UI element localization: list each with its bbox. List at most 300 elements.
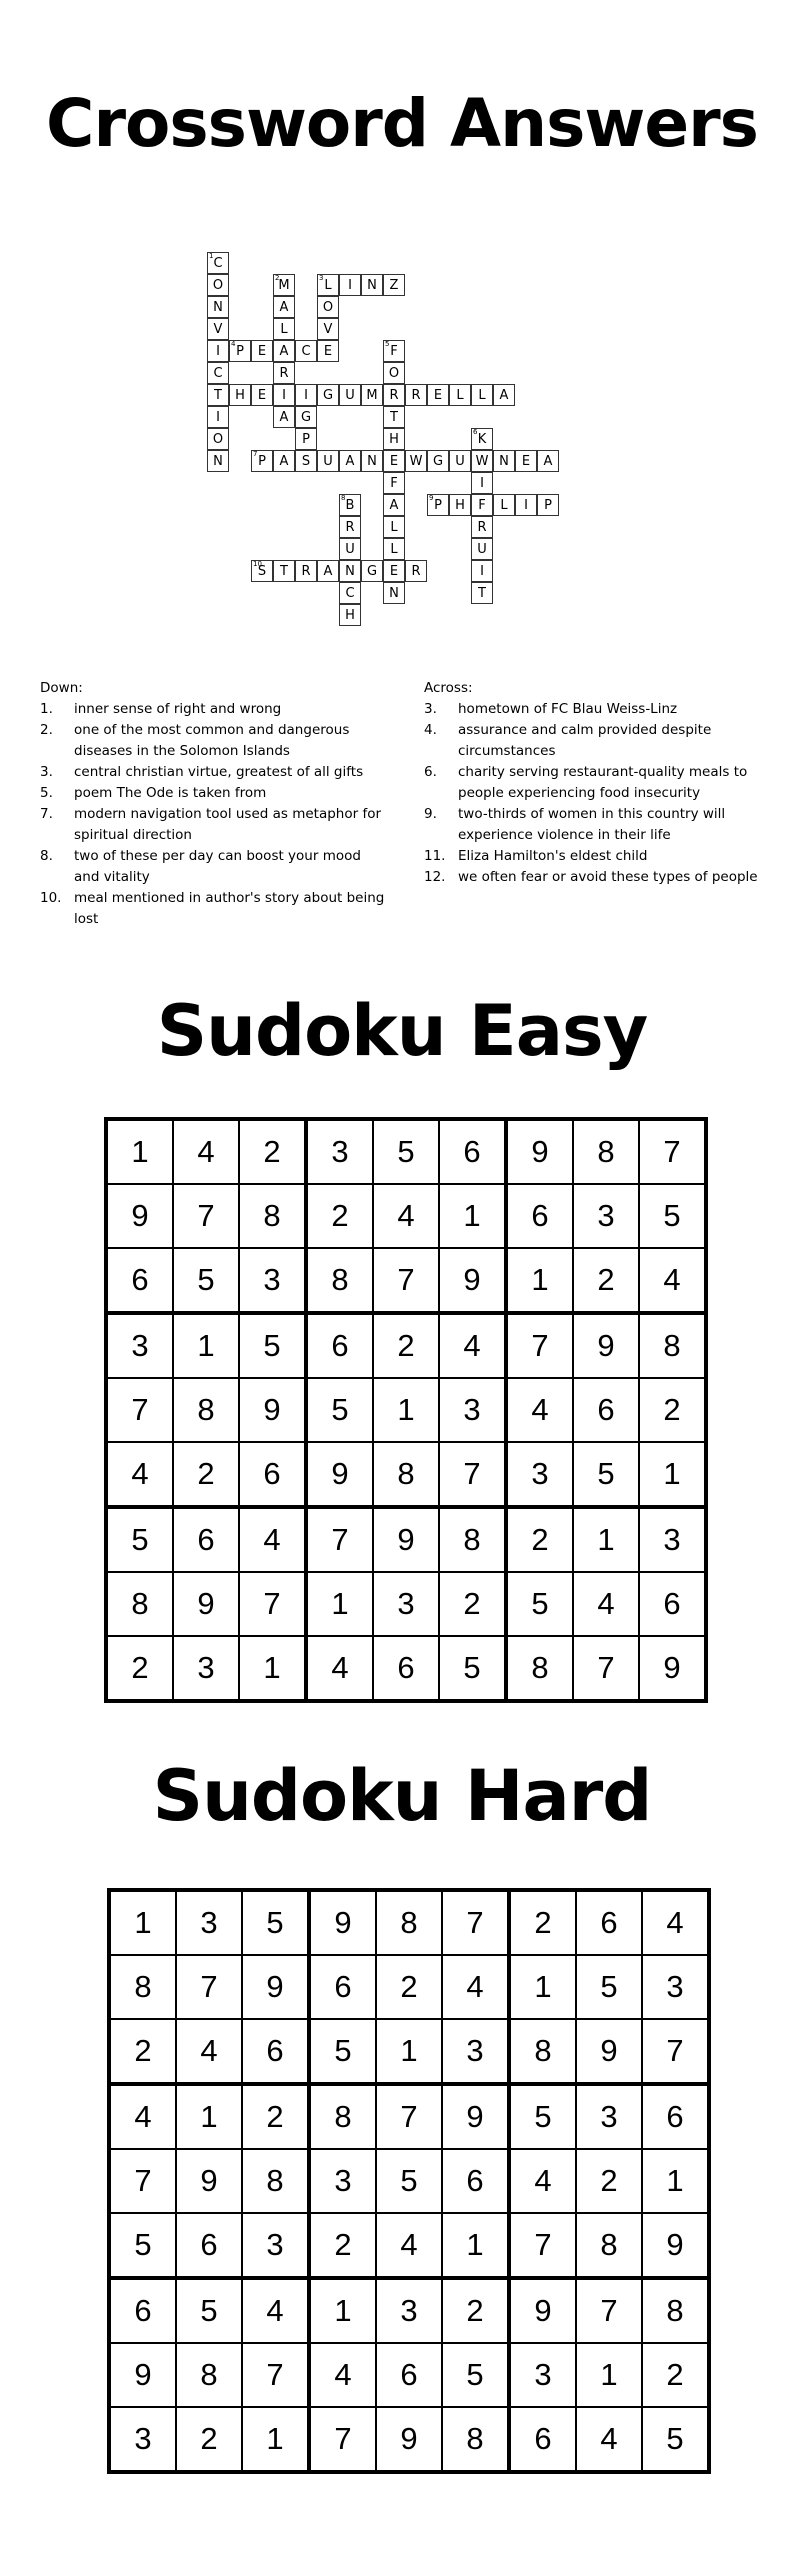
- crossword-letter: F: [390, 343, 398, 359]
- crossword-letter: V: [213, 321, 223, 337]
- sudoku-cell: 6: [306, 1313, 373, 1378]
- crossword-cell: [273, 450, 295, 472]
- clue-number: 5.: [40, 785, 53, 801]
- clue-text: central christian virtue, greatest of all gifts: [74, 764, 364, 780]
- sudoku-cell: 7: [373, 1248, 439, 1313]
- sudoku-cell: 6: [242, 2019, 309, 2084]
- crossword-cell: [339, 560, 361, 582]
- sudoku-cell: 4: [106, 1442, 173, 1507]
- sudoku-easy-title: Sudoku Easy: [156, 990, 648, 1072]
- clue-text: assurance and calm provided despite circumstances: [458, 722, 712, 759]
- crossword-cell: [383, 428, 405, 450]
- sudoku-cell: 9: [242, 1955, 309, 2019]
- sudoku-cell: 7: [506, 1313, 573, 1378]
- clue-number: 1.: [40, 701, 53, 717]
- crossword-letter: E: [389, 563, 399, 579]
- sudoku-cell: 6: [439, 1119, 506, 1184]
- crossword-letter: Z: [389, 277, 399, 293]
- crossword-letter: P: [434, 497, 442, 513]
- down-clue: [40, 846, 390, 888]
- crossword-letter: A: [499, 387, 509, 403]
- crossword-cell: [207, 362, 229, 384]
- sudoku-cell: 2: [439, 1572, 506, 1636]
- crossword-letter: L: [500, 497, 508, 513]
- crossword-cell: [449, 494, 471, 516]
- down-clue: [40, 762, 390, 783]
- across-clue: [424, 720, 794, 762]
- sudoku-cell: 6: [173, 1507, 239, 1572]
- sudoku-cell: 2: [173, 1442, 239, 1507]
- sudoku-cell: 2: [106, 1636, 173, 1701]
- crossword-letter: A: [279, 343, 289, 359]
- sudoku-cell: 1: [309, 2278, 376, 2343]
- clue-number: 2.: [40, 722, 53, 738]
- crossword-letter: I: [480, 563, 484, 579]
- clue-number: 6.: [424, 764, 437, 780]
- crossword-cell: [317, 318, 339, 340]
- sudoku-cell: 3: [439, 1378, 506, 1442]
- crossword-cell: [207, 340, 229, 362]
- crossword-letter: I: [282, 387, 286, 403]
- crossword-letter: I: [348, 277, 352, 293]
- crossword-cell: [317, 560, 339, 582]
- crossword-cell: [471, 428, 493, 450]
- crossword-cell: [339, 604, 361, 626]
- crossword-cell: [317, 296, 339, 318]
- crossword-cell: [427, 450, 449, 472]
- sudoku-cell: 7: [576, 2278, 642, 2343]
- crossword-clue-number: 6: [473, 428, 478, 436]
- sudoku-easy-grid: [104, 1117, 708, 1703]
- sudoku-cell: 4: [442, 1955, 509, 2019]
- crossword-letter: W: [475, 453, 489, 469]
- sudoku-cell: 6: [309, 1955, 376, 2019]
- crossword-letter: N: [213, 453, 223, 469]
- sudoku-cell: 1: [106, 1119, 173, 1184]
- sudoku-row: [106, 1442, 706, 1507]
- crossword-cell: [229, 340, 251, 362]
- crossword-clue-number: 3: [319, 274, 324, 282]
- crossword-cell: [273, 406, 295, 428]
- sudoku-cell: 1: [176, 2084, 242, 2149]
- crossword-cell: [251, 450, 273, 472]
- clue-text: poem The Ode is taken from: [74, 785, 267, 801]
- crossword-letter: N: [389, 585, 399, 601]
- sudoku-cell: 4: [176, 2019, 242, 2084]
- crossword-cell: [471, 494, 493, 516]
- crossword-cell: [471, 450, 493, 472]
- sudoku-cell: 7: [639, 1119, 706, 1184]
- clue-text: inner sense of right and wrong: [74, 701, 282, 717]
- sudoku-cell: 3: [376, 2278, 442, 2343]
- crossword-letter: O: [322, 299, 334, 315]
- sudoku-cell: 2: [109, 2019, 176, 2084]
- crossword-cell: [515, 494, 537, 516]
- crossword-letter: L: [280, 321, 288, 337]
- clue-number: 12.: [424, 869, 446, 885]
- crossword-letter: O: [388, 365, 400, 381]
- sudoku-cell: 9: [306, 1442, 373, 1507]
- crossword-cell: [361, 384, 383, 406]
- crossword-letter: G: [432, 453, 444, 469]
- crossword-letter: C: [301, 343, 311, 359]
- sudoku-cell: 7: [439, 1442, 506, 1507]
- crossword-cell: [273, 362, 295, 384]
- crossword-letter: T: [478, 585, 486, 601]
- sudoku-cell: 6: [176, 2213, 242, 2278]
- sudoku-cell: 8: [439, 1507, 506, 1572]
- clue-text: hometown of FC Blau Weiss-Linz: [458, 701, 678, 717]
- crossword-cell: [339, 582, 361, 604]
- sudoku-cell: 5: [239, 1313, 306, 1378]
- crossword-cell: [537, 494, 559, 516]
- sudoku-row: [106, 1119, 706, 1184]
- sudoku-row: [106, 1313, 706, 1378]
- sudoku-cell: 9: [442, 2084, 509, 2149]
- sudoku-cell: 4: [109, 2084, 176, 2149]
- crossword-title: Crossword Answers: [46, 85, 758, 162]
- crossword-letter: L: [478, 387, 486, 403]
- crossword-cell: [273, 318, 295, 340]
- sudoku-cell: 5: [109, 2213, 176, 2278]
- crossword-letter: E: [257, 343, 267, 359]
- crossword-letter: R: [279, 365, 289, 381]
- crossword-cell: [207, 274, 229, 296]
- sudoku-cell: 2: [639, 1378, 706, 1442]
- crossword-cell: [339, 538, 361, 560]
- sudoku-cell: 4: [173, 1119, 239, 1184]
- crossword-cell: [383, 340, 405, 362]
- crossword-cell: [273, 340, 295, 362]
- crossword-cell: [207, 296, 229, 318]
- down-clue: [40, 783, 390, 804]
- crossword-letter: N: [499, 453, 509, 469]
- crossword-clue-number: 8: [341, 494, 346, 502]
- crossword-cell: [361, 450, 383, 472]
- sudoku-cell: 8: [239, 1184, 306, 1248]
- crossword-letter: F: [390, 475, 398, 491]
- crossword-cell: [427, 494, 449, 516]
- sudoku-cell: 4: [242, 2278, 309, 2343]
- crossword-letter: V: [323, 321, 333, 337]
- crossword-letter: P: [236, 343, 244, 359]
- sudoku-cell: 2: [306, 1184, 373, 1248]
- crossword-letter: R: [411, 387, 421, 403]
- sudoku-cell: 3: [642, 1955, 709, 2019]
- sudoku-cell: 3: [506, 1442, 573, 1507]
- sudoku-cell: 6: [442, 2149, 509, 2213]
- sudoku-cell: 9: [176, 2149, 242, 2213]
- sudoku-hard-title: Sudoku Hard: [152, 1755, 652, 1837]
- crossword-cell: [361, 274, 383, 296]
- crossword-cell: [383, 274, 405, 296]
- clue-text: two-thirds of women in this country will experience violence in their life: [458, 806, 726, 843]
- sudoku-row: [109, 2213, 709, 2278]
- crossword-letter: U: [323, 453, 333, 469]
- sudoku-cell: 8: [442, 2407, 509, 2472]
- sudoku-cell: 6: [573, 1378, 639, 1442]
- across-clue: [424, 699, 794, 720]
- sudoku-cell: 2: [573, 1248, 639, 1313]
- crossword-letter: A: [323, 563, 333, 579]
- sudoku-row: [106, 1248, 706, 1313]
- sudoku-cell: 5: [576, 1955, 642, 2019]
- sudoku-cell: 8: [639, 1313, 706, 1378]
- crossword-cell: [383, 516, 405, 538]
- crossword-letter: W: [409, 453, 423, 469]
- crossword-cell: [537, 450, 559, 472]
- sudoku-cell: 2: [642, 2343, 709, 2407]
- sudoku-row: [109, 2084, 709, 2149]
- crossword-letter: A: [543, 453, 553, 469]
- crossword-letter: U: [477, 541, 487, 557]
- crossword-cell: [383, 472, 405, 494]
- crossword-letter: A: [279, 299, 289, 315]
- crossword-grid: [0, 0, 804, 650]
- crossword-cell: [251, 560, 273, 582]
- crossword-clue-number: 10: [253, 560, 262, 568]
- crossword-cell: [273, 384, 295, 406]
- crossword-letter: E: [433, 387, 443, 403]
- clue-text: Eliza Hamilton's eldest child: [458, 848, 648, 864]
- sudoku-cell: 5: [309, 2019, 376, 2084]
- crossword-letter: F: [478, 497, 486, 513]
- sudoku-cell: 4: [573, 1572, 639, 1636]
- crossword-cell: [207, 450, 229, 472]
- sudoku-cell: 2: [576, 2149, 642, 2213]
- crossword-cell: [339, 274, 361, 296]
- sudoku-cell: 3: [639, 1507, 706, 1572]
- clue-text: charity serving restaurant-quality meals to people experiencing food insecurity: [458, 764, 748, 801]
- crossword-letter: L: [390, 541, 398, 557]
- crossword-cell: [383, 384, 405, 406]
- sudoku-row: [106, 1636, 706, 1701]
- sudoku-cell: 4: [439, 1313, 506, 1378]
- crossword-cell: [207, 252, 229, 274]
- sudoku-row: [109, 1890, 709, 1955]
- crossword-letter: R: [389, 387, 399, 403]
- sudoku-cell: 7: [309, 2407, 376, 2472]
- clue-text: modern navigation tool used as metaphor for spiritual direction: [74, 806, 382, 843]
- crossword-cell: [317, 340, 339, 362]
- crossword-cell: [295, 340, 317, 362]
- sudoku-cell: 1: [642, 2149, 709, 2213]
- crossword-letter: S: [257, 563, 267, 579]
- sudoku-cell: 1: [376, 2019, 442, 2084]
- sudoku-cell: 8: [506, 1636, 573, 1701]
- crossword-clue-number: 5: [385, 340, 390, 348]
- sudoku-cell: 1: [639, 1442, 706, 1507]
- sudoku-cell: 5: [642, 2407, 709, 2472]
- clue-text: two of these per day can boost your mood and vitality: [74, 848, 361, 885]
- sudoku-cell: 4: [309, 2343, 376, 2407]
- crossword-letter: R: [477, 519, 487, 535]
- sudoku-cell: 1: [306, 1572, 373, 1636]
- crossword-cell: [251, 340, 273, 362]
- sudoku-hard-grid: [107, 1888, 711, 2474]
- crossword-cell: [405, 450, 427, 472]
- crossword-letter: E: [389, 453, 399, 469]
- sudoku-cell: 7: [176, 1955, 242, 2019]
- crossword-cell: [449, 384, 471, 406]
- crossword-letter: U: [455, 453, 465, 469]
- sudoku-cell: 9: [309, 1890, 376, 1955]
- crossword-letter: N: [345, 563, 355, 579]
- crossword-cell: [339, 516, 361, 538]
- crossword-cell: [273, 296, 295, 318]
- crossword-cell: [251, 384, 273, 406]
- sudoku-cell: 2: [242, 2084, 309, 2149]
- sudoku-row: [106, 1184, 706, 1248]
- sudoku-cell: 7: [173, 1184, 239, 1248]
- crossword-letter: I: [304, 387, 308, 403]
- crossword-letter: L: [324, 277, 332, 293]
- sudoku-cell: 7: [109, 2149, 176, 2213]
- sudoku-cell: 3: [373, 1572, 439, 1636]
- sudoku-row: [109, 2019, 709, 2084]
- sudoku-cell: 3: [242, 2213, 309, 2278]
- sudoku-cell: 6: [576, 1890, 642, 1955]
- crossword-letter: I: [216, 409, 220, 425]
- sudoku-cell: 4: [509, 2149, 576, 2213]
- across-clue: [424, 762, 794, 804]
- crossword-letter: N: [213, 299, 223, 315]
- crossword-cell: [339, 450, 361, 472]
- down-clue-list: [40, 699, 390, 930]
- crossword-cell: [339, 384, 361, 406]
- sudoku-cell: 1: [109, 1890, 176, 1955]
- sudoku-cell: 4: [576, 2407, 642, 2472]
- crossword-clue-number: 7: [253, 450, 258, 458]
- crossword-cell: [493, 384, 515, 406]
- crossword-letter: O: [212, 431, 224, 447]
- crossword-letter: K: [477, 431, 487, 447]
- sudoku-cell: 1: [239, 1636, 306, 1701]
- crossword-letter: L: [390, 519, 398, 535]
- sudoku-cell: 9: [639, 1636, 706, 1701]
- crossword-letter: C: [213, 365, 223, 381]
- crossword-cell: [493, 450, 515, 472]
- crossword-letter: R: [301, 563, 311, 579]
- sudoku-cell: 5: [176, 2278, 242, 2343]
- across-clue-list: [424, 699, 794, 888]
- sudoku-cell: 8: [373, 1442, 439, 1507]
- crossword-letter: G: [366, 563, 378, 579]
- sudoku-cell: 1: [373, 1378, 439, 1442]
- sudoku-cell: 8: [642, 2278, 709, 2343]
- down-clue: [40, 699, 390, 720]
- across-heading: Across:: [424, 680, 473, 696]
- crossword-cell: [383, 582, 405, 604]
- sudoku-cell: 8: [573, 1119, 639, 1184]
- crossword-cell: [317, 450, 339, 472]
- sudoku-cell: 2: [309, 2213, 376, 2278]
- crossword-letter: I: [216, 343, 220, 359]
- sudoku-cell: 8: [106, 1572, 173, 1636]
- sudoku-cell: 8: [242, 2149, 309, 2213]
- crossword-clue-number: 1: [209, 252, 214, 260]
- across-clue: [424, 846, 794, 867]
- sudoku-cell: 6: [506, 1184, 573, 1248]
- sudoku-cell: 9: [439, 1248, 506, 1313]
- sudoku-row: [109, 2149, 709, 2213]
- crossword-letter: H: [235, 387, 245, 403]
- across-clues: [424, 678, 794, 888]
- sudoku-cell: 7: [106, 1378, 173, 1442]
- sudoku-cell: 2: [442, 2278, 509, 2343]
- sudoku-cell: 2: [509, 1890, 576, 1955]
- crossword-letter: P: [258, 453, 266, 469]
- sudoku-cell: 7: [509, 2213, 576, 2278]
- sudoku-cell: 5: [376, 2149, 442, 2213]
- sudoku-cell: 6: [373, 1636, 439, 1701]
- crossword-cell: [229, 384, 251, 406]
- crossword-letter: R: [345, 519, 355, 535]
- sudoku-cell: 5: [173, 1248, 239, 1313]
- crossword-clue-number: 2: [275, 274, 280, 282]
- crossword-letter: H: [345, 607, 355, 623]
- sudoku-cell: 7: [239, 1572, 306, 1636]
- sudoku-cell: 3: [509, 2343, 576, 2407]
- sudoku-cell: 3: [306, 1119, 373, 1184]
- sudoku-cell: 8: [576, 2213, 642, 2278]
- sudoku-cell: 7: [376, 2084, 442, 2149]
- sudoku-cell: 5: [106, 1507, 173, 1572]
- sudoku-cell: 6: [639, 1572, 706, 1636]
- sudoku-cell: 3: [173, 1636, 239, 1701]
- sudoku-cell: 9: [173, 1572, 239, 1636]
- sudoku-cell: 4: [639, 1248, 706, 1313]
- clue-number: 10.: [40, 890, 62, 906]
- sudoku-cell: 3: [576, 2084, 642, 2149]
- crossword-letter: O: [212, 277, 224, 293]
- sudoku-cell: 7: [642, 2019, 709, 2084]
- crossword-cell: [207, 384, 229, 406]
- sudoku-row: [109, 2407, 709, 2472]
- down-clue: [40, 804, 390, 846]
- sudoku-cell: 6: [239, 1442, 306, 1507]
- crossword-cell: [273, 274, 295, 296]
- crossword-cell: [383, 406, 405, 428]
- crossword-letter: U: [345, 387, 355, 403]
- sudoku-cell: 4: [506, 1378, 573, 1442]
- crossword-letter: A: [345, 453, 355, 469]
- crossword-cell: [207, 318, 229, 340]
- crossword-cell: [295, 428, 317, 450]
- crossword-letter: I: [480, 475, 484, 491]
- crossword-letter: S: [301, 453, 311, 469]
- sudoku-cell: 5: [439, 1636, 506, 1701]
- sudoku-cell: 8: [509, 2019, 576, 2084]
- sudoku-row: [106, 1378, 706, 1442]
- crossword-letter: T: [390, 409, 398, 425]
- clue-number: 8.: [40, 848, 53, 864]
- crossword-cell: [273, 560, 295, 582]
- clue-text: one of the most common and dangerous diseases in the Solomon Islands: [74, 722, 350, 759]
- crossword-cell: [405, 560, 427, 582]
- clue-text: we often fear or avoid these types of people: [458, 869, 758, 885]
- sudoku-cell: 3: [176, 1890, 242, 1955]
- sudoku-cell: 5: [373, 1119, 439, 1184]
- crossword-letter: G: [300, 409, 312, 425]
- crossword-letter: H: [455, 497, 465, 513]
- sudoku-cell: 9: [506, 1119, 573, 1184]
- crossword-cell: [383, 450, 405, 472]
- crossword-cell: [383, 362, 405, 384]
- sudoku-cell: 9: [642, 2213, 709, 2278]
- crossword-cell: [383, 494, 405, 516]
- across-clue: [424, 804, 794, 846]
